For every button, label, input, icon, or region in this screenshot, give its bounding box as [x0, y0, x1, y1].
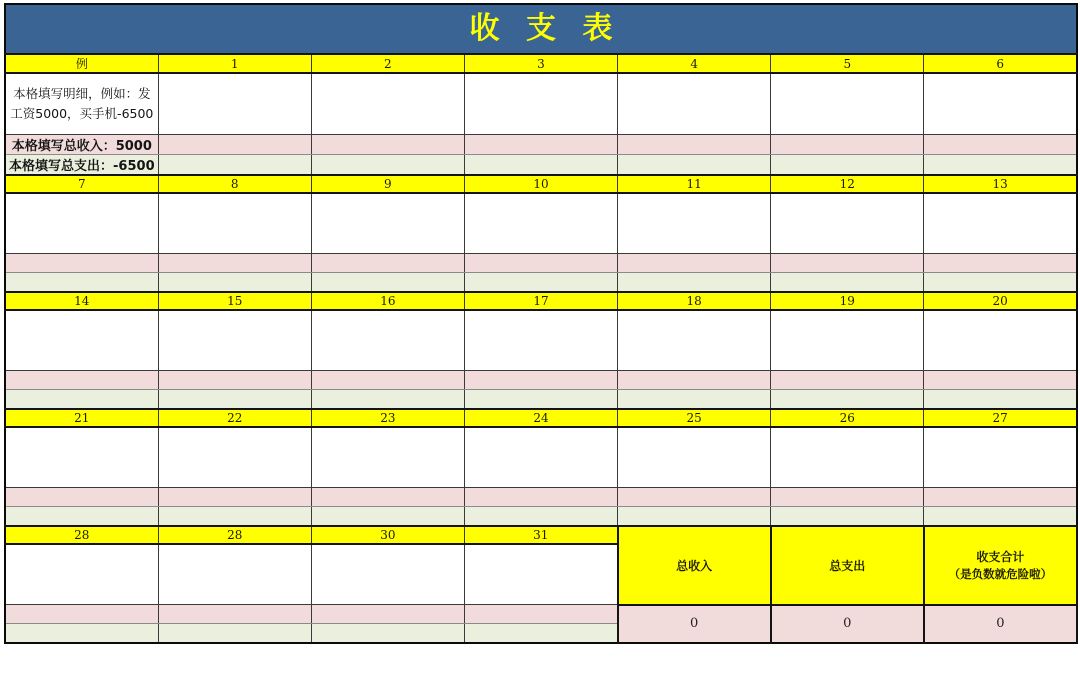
income-cell[interactable]	[771, 254, 924, 273]
income-row-5	[5, 605, 1077, 624]
expense-cell[interactable]	[158, 507, 311, 526]
expense-cell[interactable]	[158, 154, 311, 175]
detail-cell[interactable]	[158, 310, 311, 371]
day-cell[interactable]: 12	[771, 175, 924, 193]
expense-cell[interactable]	[924, 390, 1077, 409]
spreadsheet	[4, 3, 1078, 644]
expense-cell[interactable]	[158, 624, 311, 643]
total-expense-value[interactable]: 0	[771, 605, 924, 643]
expense-cell[interactable]	[618, 507, 771, 526]
day-cell[interactable]: 19	[771, 292, 924, 310]
day-cell[interactable]: 15	[158, 292, 311, 310]
detail-cell[interactable]	[618, 310, 771, 371]
expense-cell[interactable]	[5, 273, 158, 292]
day-cell[interactable]: 1	[158, 54, 311, 73]
balance-header-note: （是负数就危险啦）	[948, 567, 1053, 581]
day-cell[interactable]: 27	[924, 409, 1077, 427]
expense-cell[interactable]	[924, 154, 1077, 175]
detail-cell[interactable]	[924, 310, 1077, 371]
detail-cell[interactable]	[158, 544, 311, 605]
expense-cell[interactable]	[464, 273, 617, 292]
income-cell[interactable]	[618, 134, 771, 154]
day-cell[interactable]: 17	[464, 292, 617, 310]
detail-cell[interactable]	[771, 427, 924, 488]
detail-row-4	[5, 427, 1077, 488]
title-banner[interactable]	[4, 3, 1078, 53]
day-cell[interactable]: 10	[464, 175, 617, 193]
day-cell[interactable]: 7	[5, 175, 158, 193]
detail-cell[interactable]	[311, 544, 464, 605]
total-income-header[interactable]: 总收入	[618, 526, 771, 605]
income-cell[interactable]	[464, 488, 617, 507]
day-cell[interactable]: 21	[5, 409, 158, 427]
detail-row-3	[5, 310, 1077, 371]
income-cell[interactable]	[618, 488, 771, 507]
income-cell[interactable]	[5, 605, 158, 624]
expense-cell[interactable]	[464, 390, 617, 409]
expense-cell[interactable]	[5, 507, 158, 526]
example-income-cell[interactable]: 本格填写总收入：5000	[5, 134, 158, 154]
income-cell[interactable]	[311, 488, 464, 507]
income-cell[interactable]	[924, 488, 1077, 507]
expense-cell[interactable]	[771, 390, 924, 409]
detail-cell[interactable]	[464, 73, 617, 134]
income-row-1	[5, 134, 1077, 154]
expense-cell[interactable]	[618, 390, 771, 409]
income-row-2	[5, 254, 1077, 273]
day-cell[interactable]: 13	[924, 175, 1077, 193]
day-cell[interactable]: 16	[311, 292, 464, 310]
detail-cell[interactable]	[771, 310, 924, 371]
day-header-row-5	[5, 526, 1077, 544]
income-cell[interactable]	[5, 371, 158, 390]
expense-row-4	[5, 507, 1077, 526]
day-cell[interactable]: 2	[311, 54, 464, 73]
total-expense-header[interactable]: 总支出	[771, 526, 924, 605]
expense-cell[interactable]	[924, 273, 1077, 292]
income-cell[interactable]	[158, 254, 311, 273]
income-cell[interactable]	[924, 134, 1077, 154]
detail-cell[interactable]	[618, 73, 771, 134]
expense-cell[interactable]	[311, 273, 464, 292]
income-cell[interactable]	[311, 134, 464, 154]
detail-row-1	[5, 73, 1077, 134]
income-cell[interactable]	[924, 371, 1077, 390]
income-cell[interactable]	[311, 371, 464, 390]
day-cell[interactable]: 18	[618, 292, 771, 310]
expense-cell[interactable]	[464, 154, 617, 175]
detail-cell[interactable]	[924, 193, 1077, 254]
detail-cell[interactable]	[771, 73, 924, 134]
income-cell[interactable]	[618, 254, 771, 273]
detail-cell[interactable]	[464, 310, 617, 371]
detail-cell[interactable]	[158, 193, 311, 254]
expense-cell[interactable]	[5, 624, 158, 643]
detail-cell[interactable]	[464, 193, 617, 254]
detail-cell[interactable]	[5, 544, 158, 605]
expense-cell[interactable]	[158, 390, 311, 409]
day-cell[interactable]: 11	[618, 175, 771, 193]
day-cell-example[interactable]: 例	[5, 54, 158, 73]
income-cell[interactable]	[5, 254, 158, 273]
detail-cell[interactable]	[311, 193, 464, 254]
income-row-4	[5, 488, 1077, 507]
day-cell[interactable]: 28	[158, 526, 311, 544]
expense-cell[interactable]	[5, 390, 158, 409]
expense-cell[interactable]	[618, 154, 771, 175]
income-cell[interactable]	[158, 134, 311, 154]
income-cell[interactable]	[464, 605, 617, 624]
day-cell[interactable]: 22	[158, 409, 311, 427]
income-cell[interactable]	[618, 371, 771, 390]
detail-cell[interactable]	[464, 427, 617, 488]
expense-cell[interactable]	[311, 390, 464, 409]
expense-row-1	[5, 154, 1077, 175]
detail-cell[interactable]	[924, 427, 1077, 488]
detail-cell[interactable]	[311, 310, 464, 371]
detail-cell[interactable]	[311, 73, 464, 134]
expense-row-3	[5, 390, 1077, 409]
expense-cell[interactable]	[771, 273, 924, 292]
detail-cell[interactable]	[158, 73, 311, 134]
expense-table	[4, 53, 1078, 644]
detail-cell[interactable]	[5, 193, 158, 254]
detail-cell[interactable]	[5, 310, 158, 371]
income-cell[interactable]	[158, 371, 311, 390]
example-detail-cell[interactable]: 本格填写明细，例如：发工资5000，买手机-6500	[5, 73, 158, 134]
income-cell[interactable]	[464, 254, 617, 273]
income-cell[interactable]	[311, 605, 464, 624]
income-cell[interactable]	[464, 371, 617, 390]
total-income-value[interactable]: 0	[618, 605, 771, 643]
expense-cell[interactable]	[464, 624, 617, 643]
balance-header[interactable]	[924, 526, 1077, 605]
detail-row-2	[5, 193, 1077, 254]
day-cell[interactable]: 3	[464, 54, 617, 73]
expense-cell[interactable]	[464, 507, 617, 526]
day-header-row-2	[5, 175, 1077, 193]
balance-value[interactable]: 0	[924, 605, 1077, 643]
expense-cell[interactable]	[618, 273, 771, 292]
income-cell[interactable]	[464, 134, 617, 154]
detail-cell[interactable]	[618, 193, 771, 254]
income-row-3	[5, 371, 1077, 390]
detail-cell[interactable]	[158, 427, 311, 488]
day-cell[interactable]: 6	[924, 54, 1077, 73]
expense-cell[interactable]	[924, 507, 1077, 526]
day-cell[interactable]: 26	[771, 409, 924, 427]
expense-cell[interactable]	[158, 273, 311, 292]
detail-cell[interactable]	[5, 427, 158, 488]
income-cell[interactable]	[771, 371, 924, 390]
example-expense-cell[interactable]: 本格填写总支出：-6500	[5, 154, 158, 175]
day-cell[interactable]: 28	[5, 526, 158, 544]
income-cell[interactable]	[924, 254, 1077, 273]
day-cell[interactable]: 30	[311, 526, 464, 544]
expense-cell[interactable]	[311, 154, 464, 175]
day-header-row-4	[5, 409, 1077, 427]
income-cell[interactable]	[311, 254, 464, 273]
income-cell[interactable]	[771, 134, 924, 154]
day-header-row-1	[5, 54, 1077, 73]
detail-cell[interactable]	[464, 544, 617, 605]
balance-header-label: 收支合计	[976, 550, 1025, 564]
day-cell[interactable]: 8	[158, 175, 311, 193]
day-header-row-3	[5, 292, 1077, 310]
expense-cell[interactable]	[771, 507, 924, 526]
day-cell[interactable]: 25	[618, 409, 771, 427]
detail-cell[interactable]	[924, 73, 1077, 134]
expense-cell[interactable]	[311, 624, 464, 643]
detail-cell[interactable]	[618, 427, 771, 488]
page-title: 收 支 表	[469, 11, 621, 46]
income-cell[interactable]	[5, 488, 158, 507]
detail-cell[interactable]	[311, 427, 464, 488]
income-cell[interactable]	[158, 488, 311, 507]
day-cell[interactable]: 23	[311, 409, 464, 427]
day-cell[interactable]: 31	[464, 526, 617, 544]
income-cell[interactable]	[158, 605, 311, 624]
day-cell[interactable]: 5	[771, 54, 924, 73]
day-cell[interactable]: 14	[5, 292, 158, 310]
day-cell[interactable]: 4	[618, 54, 771, 73]
detail-cell[interactable]	[771, 193, 924, 254]
day-cell[interactable]: 24	[464, 409, 617, 427]
expense-cell[interactable]	[771, 154, 924, 175]
income-cell[interactable]	[771, 488, 924, 507]
expense-cell[interactable]	[311, 507, 464, 526]
day-cell[interactable]: 9	[311, 175, 464, 193]
expense-row-2	[5, 273, 1077, 292]
day-cell[interactable]: 20	[924, 292, 1077, 310]
